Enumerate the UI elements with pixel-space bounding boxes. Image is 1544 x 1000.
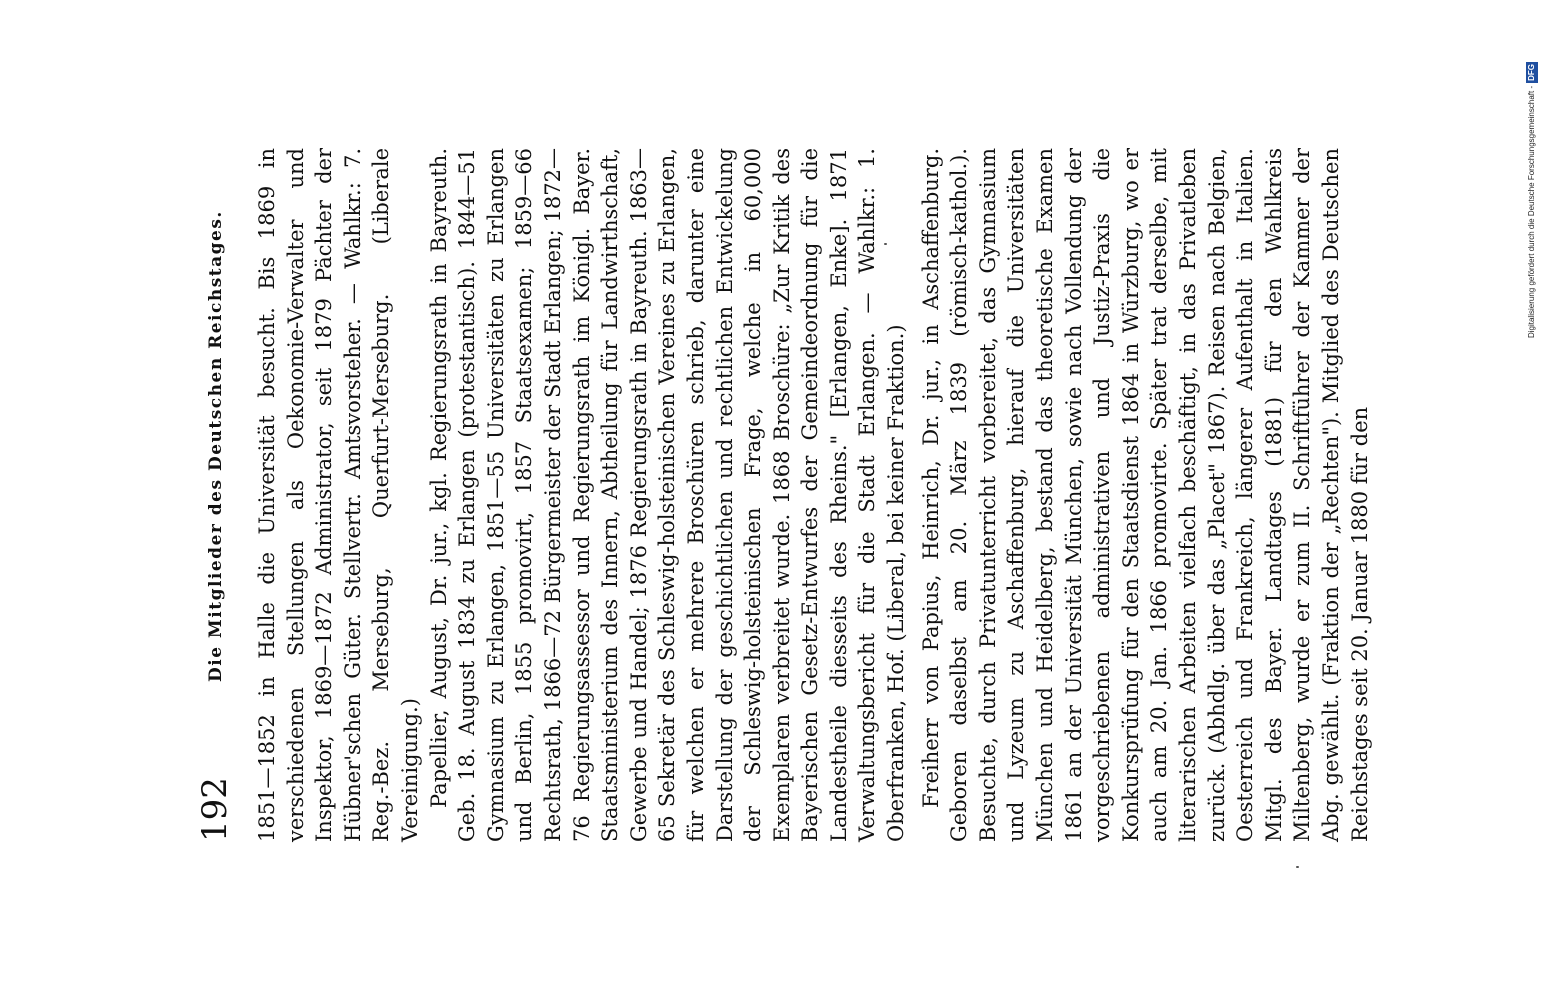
digitization-credit bbox=[1526, 8, 1538, 392]
body-text bbox=[253, 148, 1374, 842]
running-head: Die Mitglieder des Deutschen Reichstages. bbox=[206, 210, 226, 682]
scan-speck bbox=[1296, 866, 1299, 868]
credit-text: Digitalisierung gefördert durch die Deutsche Forschungsgemeinschaft - bbox=[1527, 85, 1536, 339]
page-header bbox=[195, 152, 239, 842]
paragraph-entry-papellier: Papellier, August, Dr. jur., kgl. Regierungsrath in Bayreuth. Geb. 18. August 1834 zu Erlangen (protestantisch). 1844—51 Gymnasium zu Erlangen, 1851—55 Universitäten zu Erlangen und Berlin, 1855 promovirt, 1857 Staatsexamen; 1859—66 Rechtsrath, 1866—72 Bürgermeister der Stadt Erlangen; 1872—76 Regierungsassessor und Regierungsrath im Königl. Bayer. Staatsministerium des Innern, Abtheilung für Landwirthschaft, Gewerbe und Handel; 1876 Regierungsrath in Bayreuth. 1863—65 Sekretär des Schleswig-holsteinischen Vereines zu Erlangen, für welchen er mehrere Broschüren schrieb, darunter eine Darstellung der geschichtlichen und rechtlichen Entwickelung der Schleswig-holsteinischen Frage, welche in 60,000 Exemplaren verbreitet wurde. 1868 Broschüre: „Zur Kritik des Bayerischen Gesetz-Entwurfes der Gemeindeordnung für die Landestheile diesseits des Rheins." [Erlangen, Enke]. 1871 Verwaltungsbericht für die Stadt Erlangen. — Wahlkr.: 1. Oberfranken, Hof. (Liberal, bei keiner Fraktion.) bbox=[426, 148, 909, 842]
paragraph-entry-papius: Freiherr von Papius, Heinrich, Dr. jur., in Aschaffenburg. Geboren daselbst am 20. März 1839 (römisch-kathol.). Besuchte, durch Privatunterricht vorbereitet, das Gymnasium und Lyzeum zu Aschaffenburg, hierauf die Universitäten München und Heidelberg, bestand das theoretische Examen 1861 an der Universität München, sowie nach Vollendung der vorgeschriebenen administrativen und Justiz-Praxis die Konkursprüfung für den Staatsdienst 1864 in Würzburg, wo er auch am 20. Jan. 1866 promovirte. Später trat derselbe, mit literarischen Arbeiten vielfach beschäftigt, in das Privatleben zurück. (Abhdlg. über das „Placet" 1867). Reisen nach Belgien, Oesterreich und Frankreich, längerer Aufenthalt in Italien. Mitgl. des Bayer. Landtages (1881) für den Wahlkreis Miltenberg, wurde er zum II. Schriftführer der Kammer der Abg. gewählt. (Fraktion der „Rechten"). Mitglied des Deutschen Reichstages seit 20. Januar 1880 für den bbox=[918, 148, 1372, 842]
dfg-logo: DFG bbox=[1527, 63, 1536, 81]
page-number: 192 bbox=[195, 777, 235, 842]
scan-speck bbox=[884, 243, 887, 245]
paragraph-continuation: 1851—1852 in Halle die Universität besucht. Bis 1869 in verschiedenen Stellungen als Oekonomie-Verwalter und Inspektor, 1869—1872 Administrator, seit 1879 Pächter der Hübner'schen Güter. Stellvertr. Amtsvorsteher. — Wahlkr.: 7. Reg.-Bez. Merseburg, Querfurt-Merseburg. (Liberale Vereinigung.) bbox=[255, 148, 422, 842]
rotated-book-page bbox=[135, 140, 1375, 860]
